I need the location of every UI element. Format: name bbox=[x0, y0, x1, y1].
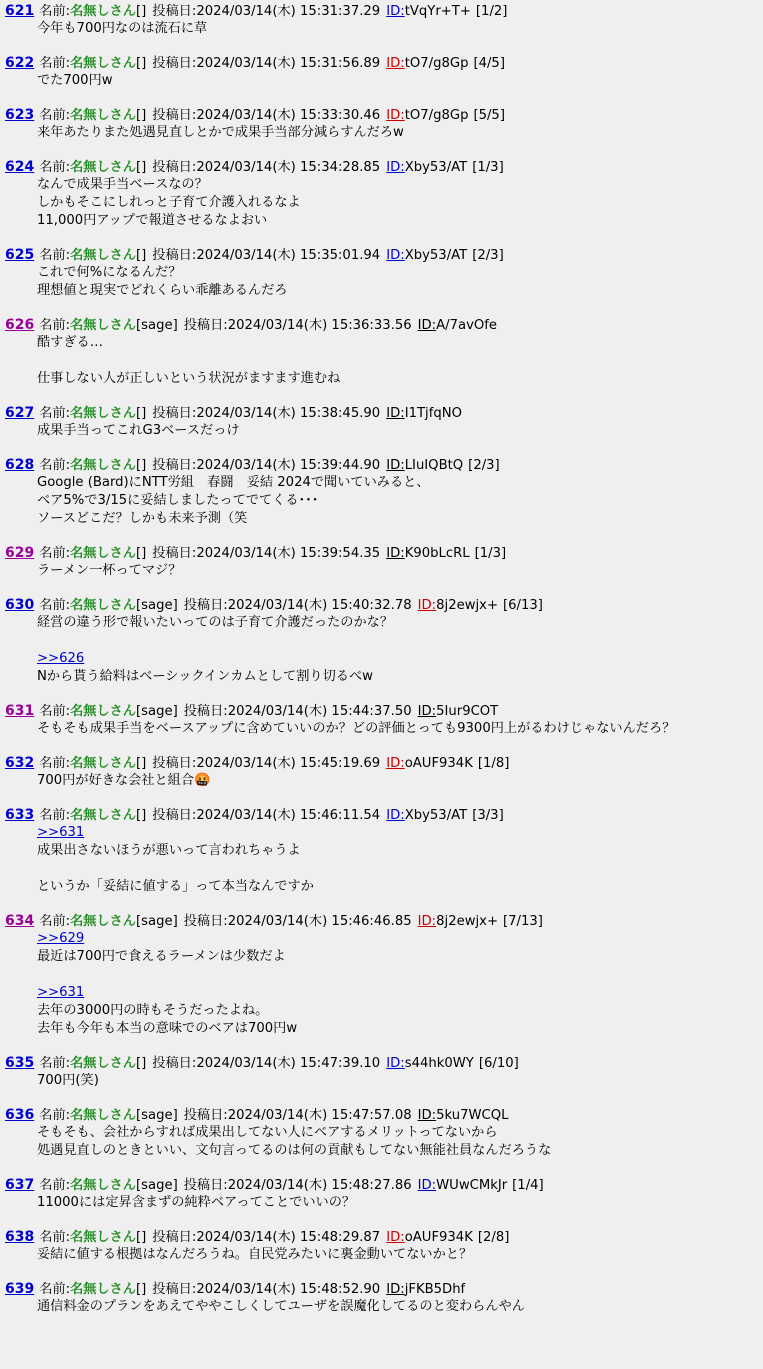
post-text-line: 来年あたりまた処遇見直しとかで成果手当部分減らすんだろw bbox=[37, 125, 404, 140]
post-text-line: そもそも成果手当をベースアップに含めていいのか？どの評価とっても9300円上がるわけじゃないんだろ？ bbox=[37, 721, 676, 736]
post-text-line: ソースどこだ？しかも未来予測（笑 bbox=[37, 511, 248, 526]
post-text-line: でた700円w bbox=[37, 73, 113, 88]
poster-name: 名無しさん bbox=[70, 458, 136, 473]
poster-id: jFKB5Dhf bbox=[404, 1282, 466, 1297]
mail-field: [sage] bbox=[136, 704, 178, 719]
post-number-link[interactable]: 625 bbox=[5, 247, 35, 263]
mail-field: [sage] bbox=[136, 598, 178, 613]
id-link[interactable]: ID: bbox=[386, 4, 405, 19]
mail-field: [sage] bbox=[136, 318, 178, 333]
post bbox=[0, 596, 763, 686]
post-body bbox=[0, 772, 763, 790]
post-text-line: 11,000円アップで報道させるなよおい bbox=[37, 213, 268, 228]
post-body bbox=[0, 124, 763, 142]
reply-anchor-link[interactable]: >>631 bbox=[37, 825, 85, 840]
post-body bbox=[0, 474, 763, 528]
post bbox=[0, 1280, 763, 1316]
poster-id: oAUF934K bbox=[404, 756, 473, 771]
name-label: 名前: bbox=[39, 808, 71, 823]
post bbox=[0, 1106, 763, 1160]
id-link[interactable]: ID: bbox=[386, 1282, 405, 1297]
post-number-link[interactable]: 624 bbox=[5, 159, 35, 175]
poster-id: 8j2ewjx+ bbox=[436, 598, 499, 613]
post bbox=[0, 54, 763, 90]
post-header bbox=[0, 1054, 763, 1072]
reply-anchor-link[interactable]: >>626 bbox=[37, 651, 85, 666]
post-date: 2024/03/14(木) 15:34:28.85 bbox=[196, 160, 381, 175]
post-text-line: というか「妥結に値する」って本当なんですか bbox=[37, 879, 314, 894]
id-link[interactable]: ID: bbox=[417, 1178, 437, 1193]
post-text-line: 酷すぎる… bbox=[37, 335, 103, 350]
poster-id: 5ku7WCQL bbox=[436, 1108, 509, 1123]
poster-id: I1TjfqNO bbox=[404, 406, 462, 421]
post bbox=[0, 1176, 763, 1212]
post-body bbox=[0, 930, 763, 1038]
name-label: 名前: bbox=[39, 56, 71, 71]
poster-id: tO7/g8Gp bbox=[404, 108, 469, 123]
post-count: [6/10] bbox=[478, 1056, 519, 1071]
mail-field: [sage] bbox=[136, 914, 178, 929]
post-body bbox=[0, 1072, 763, 1090]
post bbox=[0, 106, 763, 142]
poster-name: 名無しさん bbox=[70, 1056, 136, 1071]
post-number-link[interactable]: 635 bbox=[5, 1055, 35, 1071]
post-date: 2024/03/14(木) 15:47:57.08 bbox=[227, 1108, 412, 1123]
post-number-link[interactable]: 633 bbox=[5, 807, 35, 823]
poster-name: 名無しさん bbox=[70, 318, 136, 333]
date-label: 投稿日: bbox=[152, 56, 197, 71]
post-header bbox=[0, 544, 763, 562]
date-label: 投稿日: bbox=[152, 458, 197, 473]
mail-field: [sage] bbox=[136, 1178, 178, 1193]
post bbox=[0, 1054, 763, 1090]
post-number-link[interactable]: 636 bbox=[5, 1107, 35, 1123]
empty-mail-brackets: [] bbox=[136, 160, 147, 175]
poster-name: 名無しさん bbox=[70, 1282, 136, 1297]
id-link[interactable]: ID: bbox=[386, 248, 405, 263]
post-number-link[interactable]: 637 bbox=[5, 1177, 35, 1193]
poster-name: 名無しさん bbox=[70, 914, 136, 929]
post-date: 2024/03/14(木) 15:48:27.86 bbox=[227, 1178, 412, 1193]
post-body bbox=[0, 422, 763, 440]
poster-id: K90bLcRL bbox=[404, 546, 470, 561]
poster-name: 名無しさん bbox=[70, 546, 136, 561]
poster-id: s44hk0WY bbox=[404, 1056, 474, 1071]
post-text-line: 700円が好きな会社と組合🤬 bbox=[37, 773, 211, 788]
post-text-line: 去年も今年も本当の意味でのベアは700円w bbox=[37, 1021, 298, 1036]
poster-name: 名無しさん bbox=[70, 160, 136, 175]
id-link[interactable]: ID: bbox=[417, 318, 437, 333]
post-header bbox=[0, 806, 763, 824]
post-header bbox=[0, 316, 763, 334]
post-body bbox=[0, 1124, 763, 1160]
id-link[interactable]: ID: bbox=[386, 56, 405, 71]
post-text-line: 仕事しない人が正しいという状況がますます進むね bbox=[37, 371, 341, 386]
reply-anchor-link[interactable]: >>631 bbox=[37, 985, 85, 1000]
poster-id: 5Iur9COT bbox=[436, 704, 499, 719]
empty-mail-brackets: [] bbox=[136, 808, 147, 823]
post-date: 2024/03/14(木) 15:39:54.35 bbox=[196, 546, 381, 561]
post-text-line: 11000には定昇含まずの純粋ベアってことでいいの？ bbox=[37, 1195, 356, 1210]
post-header bbox=[0, 596, 763, 614]
empty-mail-brackets: [] bbox=[136, 546, 147, 561]
poster-id: oAUF934K bbox=[404, 1230, 473, 1245]
empty-mail-brackets: [] bbox=[136, 458, 147, 473]
date-label: 投稿日: bbox=[183, 914, 228, 929]
date-label: 投稿日: bbox=[152, 108, 197, 123]
poster-name: 名無しさん bbox=[70, 1108, 136, 1123]
post-text-line: Nから貰う給料はベーシックインカムとして割り切るべw bbox=[37, 669, 373, 684]
date-label: 投稿日: bbox=[152, 248, 197, 263]
post-header bbox=[0, 404, 763, 422]
poster-id: LIuIQBtQ bbox=[404, 458, 464, 473]
name-label: 名前: bbox=[39, 1056, 71, 1071]
post-body bbox=[0, 720, 763, 738]
empty-mail-brackets: [] bbox=[136, 56, 147, 71]
name-label: 名前: bbox=[39, 1230, 71, 1245]
post-text-line: 処遇見直しのときといい、文句言ってるのは何の貢献もしてない無能社員なんだろうな bbox=[37, 1143, 552, 1158]
post-number-link[interactable]: 627 bbox=[5, 405, 35, 421]
post-text-line: 妥結に値する根拠はなんだろうね。自民党みたいに裏金動いてないかと？ bbox=[37, 1247, 473, 1262]
post-body bbox=[0, 614, 763, 686]
post-number-link[interactable]: 623 bbox=[5, 107, 35, 123]
post-date: 2024/03/14(木) 15:31:56.89 bbox=[196, 56, 381, 71]
poster-name: 名無しさん bbox=[70, 406, 136, 421]
post-count: [3/3] bbox=[472, 808, 504, 823]
date-label: 投稿日: bbox=[152, 1282, 197, 1297]
post bbox=[0, 754, 763, 790]
poster-name: 名無しさん bbox=[70, 704, 136, 719]
post-body bbox=[0, 264, 763, 300]
post-text-line: ベア5%で3/15に妥結しましたってでてくる･･･ bbox=[37, 493, 319, 508]
name-label: 名前: bbox=[39, 756, 71, 771]
post-body bbox=[0, 562, 763, 580]
post-header bbox=[0, 754, 763, 772]
name-label: 名前: bbox=[39, 160, 71, 175]
name-label: 名前: bbox=[39, 1178, 71, 1193]
post-count: [1/8] bbox=[477, 756, 510, 771]
id-link[interactable]: ID: bbox=[386, 108, 405, 123]
post-count: [1/2] bbox=[475, 4, 508, 19]
poster-name: 名無しさん bbox=[70, 808, 136, 823]
post-date: 2024/03/14(木) 15:31:37.29 bbox=[196, 4, 381, 19]
post-count: [2/3] bbox=[468, 458, 500, 473]
post-header bbox=[0, 54, 763, 72]
post-number-link[interactable]: 638 bbox=[5, 1229, 35, 1245]
empty-mail-brackets: [] bbox=[136, 108, 147, 123]
post bbox=[0, 158, 763, 230]
id-link[interactable]: ID: bbox=[386, 1056, 405, 1071]
post-number-link[interactable]: 631 bbox=[5, 703, 35, 719]
poster-name: 名無しさん bbox=[70, 1230, 136, 1245]
name-label: 名前: bbox=[39, 914, 71, 929]
post-text-line: 去年の3000円の時もそうだったよね。 bbox=[37, 1003, 269, 1018]
name-label: 名前: bbox=[39, 406, 71, 421]
empty-mail-brackets: [] bbox=[136, 1282, 147, 1297]
poster-id: Xby53/AT bbox=[404, 160, 468, 175]
mail-field: [sage] bbox=[136, 1108, 178, 1123]
id-link[interactable]: ID: bbox=[386, 756, 405, 771]
post bbox=[0, 456, 763, 528]
post-number-link[interactable]: 628 bbox=[5, 457, 35, 473]
post bbox=[0, 702, 763, 738]
poster-id: WUwCMkJr bbox=[436, 1178, 508, 1193]
poster-id: Xby53/AT bbox=[404, 808, 468, 823]
post-date: 2024/03/14(木) 15:48:52.90 bbox=[196, 1282, 381, 1297]
post-text-line: 経営の違う形で報いたいってのは子育て介護だったのかな？ bbox=[37, 615, 394, 630]
empty-mail-brackets: [] bbox=[136, 1056, 147, 1071]
post-body bbox=[0, 334, 763, 388]
post-date: 2024/03/14(木) 15:45:19.69 bbox=[196, 756, 381, 771]
post-header bbox=[0, 1228, 763, 1246]
post-date: 2024/03/14(木) 15:35:01.94 bbox=[196, 248, 381, 263]
id-link[interactable]: ID: bbox=[417, 1108, 437, 1123]
post-date: 2024/03/14(木) 15:46:46.85 bbox=[227, 914, 412, 929]
post-text-line bbox=[37, 966, 763, 984]
id-link[interactable]: ID: bbox=[417, 598, 437, 613]
post-number-link[interactable]: 632 bbox=[5, 755, 35, 771]
post-number-link[interactable]: 622 bbox=[5, 55, 35, 71]
post-body bbox=[0, 20, 763, 38]
name-label: 名前: bbox=[39, 1108, 71, 1123]
id-link[interactable]: ID: bbox=[386, 1230, 405, 1245]
post-date: 2024/03/14(木) 15:40:32.78 bbox=[227, 598, 412, 613]
date-label: 投稿日: bbox=[152, 1230, 197, 1245]
id-link[interactable]: ID: bbox=[386, 546, 405, 561]
empty-mail-brackets: [] bbox=[136, 756, 147, 771]
name-label: 名前: bbox=[39, 458, 71, 473]
name-label: 名前: bbox=[39, 4, 71, 19]
post bbox=[0, 316, 763, 388]
post-text-line: これで何%になるんだ？ bbox=[37, 265, 182, 280]
post-date: 2024/03/14(木) 15:48:29.87 bbox=[196, 1230, 381, 1245]
post-number-link[interactable]: 630 bbox=[5, 597, 35, 613]
empty-mail-brackets: [] bbox=[136, 406, 147, 421]
post-text-line bbox=[37, 860, 763, 878]
post-count: [1/4] bbox=[512, 1178, 544, 1193]
post-body bbox=[0, 1194, 763, 1212]
poster-name: 名無しさん bbox=[70, 598, 136, 613]
poster-id: Xby53/AT bbox=[404, 248, 468, 263]
post bbox=[0, 246, 763, 300]
post-header bbox=[0, 1176, 763, 1194]
post-count: [7/13] bbox=[503, 914, 543, 929]
id-link[interactable]: ID: bbox=[386, 458, 405, 473]
poster-name: 名無しさん bbox=[70, 248, 136, 263]
post-count: [6/13] bbox=[503, 598, 543, 613]
date-label: 投稿日: bbox=[183, 1178, 228, 1193]
post bbox=[0, 806, 763, 896]
post-text-line: Google (Bard)にNTT労組 春闘 妥結 2024で聞いていみると、 bbox=[37, 475, 430, 490]
post-date: 2024/03/14(木) 15:47:39.10 bbox=[196, 1056, 381, 1071]
post-count: [2/8] bbox=[477, 1230, 510, 1245]
post-text-line bbox=[37, 632, 763, 650]
date-label: 投稿日: bbox=[152, 4, 197, 19]
post-header bbox=[0, 912, 763, 930]
date-label: 投稿日: bbox=[183, 704, 228, 719]
reply-anchor-link[interactable]: >>629 bbox=[37, 931, 85, 946]
post-count: [4/5] bbox=[473, 56, 505, 71]
post-date: 2024/03/14(木) 15:44:37.50 bbox=[227, 704, 412, 719]
post-count: [1/3] bbox=[474, 546, 507, 561]
post-count: [1/3] bbox=[472, 160, 504, 175]
post-number-link[interactable]: 629 bbox=[5, 545, 35, 561]
poster-name: 名無しさん bbox=[70, 108, 136, 123]
poster-name: 名無しさん bbox=[70, 56, 136, 71]
post-count: [2/3] bbox=[472, 248, 504, 263]
poster-id: tVqYr+T+ bbox=[404, 4, 471, 19]
id-link[interactable]: ID: bbox=[417, 914, 437, 929]
post-text-line: 700円(笑) bbox=[37, 1073, 99, 1088]
post bbox=[0, 912, 763, 1038]
post-header bbox=[0, 702, 763, 720]
name-label: 名前: bbox=[39, 108, 71, 123]
post-header bbox=[0, 2, 763, 20]
post-text-line: ラーメン一杯ってマジ？ bbox=[37, 563, 182, 578]
date-label: 投稿日: bbox=[183, 598, 228, 613]
empty-mail-brackets: [] bbox=[136, 4, 147, 19]
post-body bbox=[0, 1246, 763, 1264]
id-link[interactable]: ID: bbox=[386, 160, 405, 175]
empty-mail-brackets: [] bbox=[136, 248, 147, 263]
post-text-line: そもそも、会社からすれば成果出してない人にベアするメリットってないから bbox=[37, 1125, 498, 1140]
post-text-line: しかもそこにしれっと子育て介護入れるなよ bbox=[37, 195, 301, 210]
poster-name: 名無しさん bbox=[70, 1178, 136, 1193]
name-label: 名前: bbox=[39, 318, 71, 333]
post-text-line: 成果手当ってこれG3ベースだっけ bbox=[37, 423, 240, 438]
name-label: 名前: bbox=[39, 248, 71, 263]
poster-name: 名無しさん bbox=[70, 756, 136, 771]
id-link[interactable]: ID: bbox=[417, 704, 437, 719]
post-body bbox=[0, 176, 763, 230]
post-header bbox=[0, 246, 763, 264]
date-label: 投稿日: bbox=[152, 1056, 197, 1071]
post-text-line: 今年も700円なのは流石に草 bbox=[37, 21, 208, 36]
post-count: [5/5] bbox=[473, 108, 505, 123]
post-header bbox=[0, 158, 763, 176]
post-text-line bbox=[37, 352, 763, 370]
post-body bbox=[0, 1298, 763, 1316]
post-number-link[interactable]: 634 bbox=[5, 913, 35, 929]
date-label: 投稿日: bbox=[183, 1108, 228, 1123]
date-label: 投稿日: bbox=[152, 546, 197, 561]
id-link[interactable]: ID: bbox=[386, 808, 405, 823]
date-label: 投稿日: bbox=[152, 808, 197, 823]
post-header bbox=[0, 1106, 763, 1124]
post-date: 2024/03/14(木) 15:38:45.90 bbox=[196, 406, 381, 421]
empty-mail-brackets: [] bbox=[136, 1230, 147, 1245]
post-header bbox=[0, 106, 763, 124]
post-text-line: 最近は700円で食えるラーメンは少数だよ bbox=[37, 949, 286, 964]
post-text-line: 理想値と現実でどれくらい乖離あるんだろ bbox=[37, 283, 288, 298]
name-label: 名前: bbox=[39, 1282, 71, 1297]
post-text-line: 成果出さないほうが悪いって言われちゃうよ bbox=[37, 843, 301, 858]
poster-name: 名無しさん bbox=[70, 4, 136, 19]
name-label: 名前: bbox=[39, 704, 71, 719]
post-number-link[interactable]: 621 bbox=[5, 3, 35, 19]
post-text-line: 通信料金のプランをあえてややこしくしてユーザを誤魔化してるのと変わらんやん bbox=[37, 1299, 525, 1314]
post-number-link[interactable]: 626 bbox=[5, 317, 35, 333]
post-date: 2024/03/14(木) 15:36:33.56 bbox=[227, 318, 412, 333]
post bbox=[0, 1228, 763, 1264]
date-label: 投稿日: bbox=[183, 318, 228, 333]
name-label: 名前: bbox=[39, 546, 71, 561]
post-date: 2024/03/14(木) 15:46:11.54 bbox=[196, 808, 381, 823]
post-date: 2024/03/14(木) 15:39:44.90 bbox=[196, 458, 381, 473]
date-label: 投稿日: bbox=[152, 406, 197, 421]
poster-id: A/7avOfe bbox=[436, 318, 498, 333]
post-text-line: なんで成果手当ベースなの？ bbox=[37, 177, 208, 192]
post-header bbox=[0, 1280, 763, 1298]
post bbox=[0, 2, 763, 38]
name-label: 名前: bbox=[39, 598, 71, 613]
poster-id: tO7/g8Gp bbox=[404, 56, 469, 71]
id-link[interactable]: ID: bbox=[386, 406, 405, 421]
post-body bbox=[0, 72, 763, 90]
poster-id: 8j2ewjx+ bbox=[436, 914, 499, 929]
date-label: 投稿日: bbox=[152, 160, 197, 175]
post-header bbox=[0, 456, 763, 474]
post bbox=[0, 404, 763, 440]
date-label: 投稿日: bbox=[152, 756, 197, 771]
post bbox=[0, 544, 763, 580]
post-body bbox=[0, 824, 763, 896]
post-number-link[interactable]: 639 bbox=[5, 1281, 35, 1297]
post-date: 2024/03/14(木) 15:33:30.46 bbox=[196, 108, 381, 123]
